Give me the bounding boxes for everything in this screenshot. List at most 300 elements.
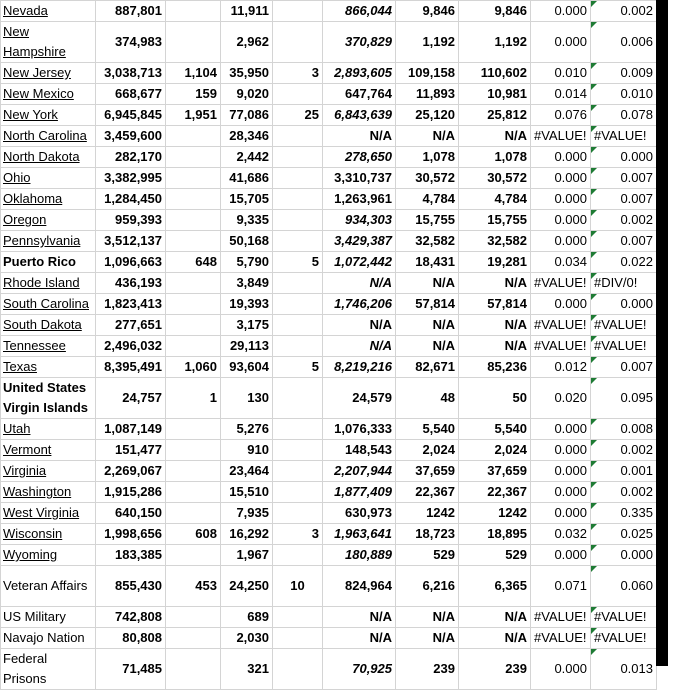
cell-d[interactable]	[221, 63, 273, 84]
cell-d[interactable]	[221, 273, 273, 294]
cell-h[interactable]	[459, 84, 531, 105]
cell-c[interactable]	[166, 63, 221, 84]
cell-d[interactable]	[221, 440, 273, 461]
cell-e[interactable]	[273, 63, 323, 84]
cell-b[interactable]	[96, 440, 166, 461]
cell-i[interactable]	[531, 461, 591, 482]
cell-h[interactable]	[459, 482, 531, 503]
cell-i[interactable]	[531, 231, 591, 252]
cell-d[interactable]	[221, 336, 273, 357]
cell-i[interactable]	[531, 524, 591, 545]
cell-c[interactable]	[166, 315, 221, 336]
cell-d[interactable]	[221, 22, 273, 63]
cell-d[interactable]	[221, 147, 273, 168]
cell-c[interactable]	[166, 126, 221, 147]
cell-i[interactable]	[531, 315, 591, 336]
cell-g[interactable]	[396, 440, 459, 461]
cell-e[interactable]	[273, 461, 323, 482]
cell-i[interactable]	[531, 482, 591, 503]
cell-c[interactable]	[166, 294, 221, 315]
table-row	[1, 1, 657, 22]
cell-jurisdiction-text: Virginia	[3, 463, 47, 478]
cell-g[interactable]	[396, 147, 459, 168]
cell-g[interactable]	[396, 231, 459, 252]
cell-jurisdiction[interactable]	[1, 440, 96, 461]
cell-j[interactable]	[591, 628, 657, 649]
cell-h[interactable]	[459, 378, 531, 419]
cell-j[interactable]	[591, 294, 657, 315]
cell-j[interactable]	[591, 273, 657, 294]
cell-h[interactable]	[459, 315, 531, 336]
cell-b[interactable]	[96, 105, 166, 126]
cell-f[interactable]	[323, 63, 396, 84]
cell-g[interactable]	[396, 126, 459, 147]
cell-j[interactable]	[591, 210, 657, 231]
cell-g[interactable]	[396, 628, 459, 649]
cell-i[interactable]	[531, 294, 591, 315]
cell-b[interactable]	[96, 1, 166, 22]
cell-e[interactable]	[273, 378, 323, 419]
cell-b[interactable]	[96, 315, 166, 336]
cell-f[interactable]	[323, 84, 396, 105]
cell-g[interactable]	[396, 482, 459, 503]
cell-g[interactable]	[396, 503, 459, 524]
cell-h[interactable]	[459, 524, 531, 545]
cell-e[interactable]	[273, 189, 323, 210]
cell-h[interactable]	[459, 231, 531, 252]
cell-g[interactable]	[396, 378, 459, 419]
cell-d[interactable]	[221, 231, 273, 252]
cell-jurisdiction[interactable]	[1, 628, 96, 649]
cell-j[interactable]	[591, 126, 657, 147]
cell-f[interactable]	[323, 545, 396, 566]
cell-i[interactable]	[531, 336, 591, 357]
cell-f[interactable]	[323, 1, 396, 22]
cell-d[interactable]	[221, 168, 273, 189]
cell-i[interactable]	[531, 252, 591, 273]
cell-j[interactable]	[591, 1, 657, 22]
cell-g[interactable]	[396, 273, 459, 294]
cell-c[interactable]	[166, 440, 221, 461]
cell-j[interactable]	[591, 105, 657, 126]
cell-c[interactable]	[166, 84, 221, 105]
cell-i[interactable]	[531, 105, 591, 126]
cell-c[interactable]	[166, 524, 221, 545]
cell-f[interactable]	[323, 440, 396, 461]
cell-b[interactable]	[96, 210, 166, 231]
cell-f[interactable]	[323, 628, 396, 649]
cell-jurisdiction[interactable]	[1, 105, 96, 126]
cell-e[interactable]	[273, 649, 323, 690]
cell-g[interactable]	[396, 607, 459, 628]
cell-c[interactable]	[166, 419, 221, 440]
cell-e[interactable]	[273, 336, 323, 357]
cell-jurisdiction[interactable]	[1, 315, 96, 336]
cell-f[interactable]	[323, 252, 396, 273]
cell-d[interactable]	[221, 357, 273, 378]
cell-f[interactable]	[323, 482, 396, 503]
cell-i[interactable]	[531, 545, 591, 566]
cell-h[interactable]	[459, 63, 531, 84]
cell-jurisdiction[interactable]	[1, 357, 96, 378]
cell-j[interactable]	[591, 503, 657, 524]
cell-i[interactable]	[531, 357, 591, 378]
cell-c[interactable]	[166, 607, 221, 628]
cell-d[interactable]	[221, 503, 273, 524]
cell-e[interactable]	[273, 294, 323, 315]
cell-b[interactable]	[96, 126, 166, 147]
cell-jurisdiction[interactable]	[1, 524, 96, 545]
cell-i[interactable]	[531, 84, 591, 105]
cell-e[interactable]	[273, 503, 323, 524]
cell-e[interactable]	[273, 1, 323, 22]
cell-jurisdiction[interactable]	[1, 63, 96, 84]
cell-f[interactable]	[323, 461, 396, 482]
cell-c[interactable]	[166, 210, 221, 231]
cell-i[interactable]	[531, 273, 591, 294]
cell-b[interactable]	[96, 357, 166, 378]
cell-e[interactable]	[273, 231, 323, 252]
cell-c[interactable]	[166, 545, 221, 566]
cell-f[interactable]	[323, 524, 396, 545]
cell-i[interactable]	[531, 566, 591, 607]
cell-f[interactable]	[323, 273, 396, 294]
cell-c[interactable]	[166, 378, 221, 419]
cell-c[interactable]	[166, 168, 221, 189]
cell-b[interactable]	[96, 649, 166, 690]
cell-f[interactable]	[323, 126, 396, 147]
cell-d[interactable]	[221, 545, 273, 566]
cell-i[interactable]	[531, 168, 591, 189]
cell-jurisdiction[interactable]	[1, 231, 96, 252]
cell-c[interactable]	[166, 503, 221, 524]
cell-i[interactable]	[531, 147, 591, 168]
cell-e[interactable]	[273, 357, 323, 378]
cell-b[interactable]	[96, 545, 166, 566]
cell-jurisdiction[interactable]	[1, 294, 96, 315]
cell-g-text: 1,078	[422, 149, 455, 164]
cell-h[interactable]	[459, 607, 531, 628]
cell-f[interactable]	[323, 22, 396, 63]
cell-d[interactable]	[221, 1, 273, 22]
cell-c[interactable]	[166, 147, 221, 168]
cell-j[interactable]	[591, 147, 657, 168]
cell-f[interactable]	[323, 419, 396, 440]
cell-f[interactable]	[323, 607, 396, 628]
cell-f[interactable]	[323, 566, 396, 607]
cell-jurisdiction[interactable]	[1, 419, 96, 440]
cell-b[interactable]	[96, 482, 166, 503]
cell-b[interactable]	[96, 63, 166, 84]
cell-c[interactable]	[166, 566, 221, 607]
cell-jurisdiction[interactable]	[1, 607, 96, 628]
cell-f[interactable]	[323, 315, 396, 336]
cell-i[interactable]	[531, 607, 591, 628]
cell-e[interactable]	[273, 147, 323, 168]
cell-jurisdiction[interactable]	[1, 252, 96, 273]
cell-d[interactable]	[221, 649, 273, 690]
cell-jurisdiction[interactable]	[1, 84, 96, 105]
cell-d[interactable]	[221, 210, 273, 231]
cell-c[interactable]	[166, 336, 221, 357]
cell-h[interactable]	[459, 357, 531, 378]
cell-f[interactable]	[323, 378, 396, 419]
cell-i[interactable]	[531, 419, 591, 440]
cell-jurisdiction[interactable]	[1, 189, 96, 210]
cell-jurisdiction[interactable]	[1, 147, 96, 168]
cell-j[interactable]	[591, 315, 657, 336]
cell-d[interactable]	[221, 315, 273, 336]
cell-j[interactable]	[591, 252, 657, 273]
table-row	[1, 315, 657, 336]
cell-d[interactable]	[221, 294, 273, 315]
cell-jurisdiction[interactable]	[1, 482, 96, 503]
cell-e[interactable]	[273, 566, 323, 607]
cell-c[interactable]	[166, 252, 221, 273]
cell-b[interactable]	[96, 294, 166, 315]
cell-f[interactable]	[323, 357, 396, 378]
cell-h[interactable]	[459, 294, 531, 315]
cell-c[interactable]	[166, 105, 221, 126]
cell-jurisdiction[interactable]	[1, 649, 96, 690]
cell-g[interactable]	[396, 84, 459, 105]
cell-d[interactable]	[221, 461, 273, 482]
cell-jurisdiction[interactable]	[1, 273, 96, 294]
cell-jurisdiction[interactable]	[1, 210, 96, 231]
cell-h[interactable]	[459, 210, 531, 231]
cell-jurisdiction[interactable]	[1, 336, 96, 357]
cell-b[interactable]	[96, 566, 166, 607]
cell-f[interactable]	[323, 210, 396, 231]
cell-c[interactable]	[166, 189, 221, 210]
cell-b[interactable]	[96, 22, 166, 63]
cell-e[interactable]	[273, 419, 323, 440]
cell-e[interactable]	[273, 545, 323, 566]
cell-jurisdiction[interactable]	[1, 168, 96, 189]
cell-d[interactable]	[221, 419, 273, 440]
cell-j[interactable]	[591, 545, 657, 566]
cell-jurisdiction[interactable]	[1, 378, 96, 419]
cell-h[interactable]	[459, 628, 531, 649]
cell-c[interactable]	[166, 357, 221, 378]
cell-h[interactable]	[459, 22, 531, 63]
cell-d[interactable]	[221, 189, 273, 210]
cell-b[interactable]	[96, 503, 166, 524]
cell-j[interactable]	[591, 482, 657, 503]
cell-e[interactable]	[273, 84, 323, 105]
cell-c[interactable]	[166, 273, 221, 294]
cell-g-text: 22,367	[415, 484, 455, 499]
cell-f[interactable]	[323, 231, 396, 252]
cell-e[interactable]	[273, 210, 323, 231]
cell-e[interactable]	[273, 524, 323, 545]
cell-f[interactable]	[323, 336, 396, 357]
cell-b-text: 3,038,713	[104, 65, 162, 80]
cell-j[interactable]	[591, 357, 657, 378]
cell-h[interactable]	[459, 273, 531, 294]
cell-i[interactable]	[531, 1, 591, 22]
cell-e[interactable]	[273, 126, 323, 147]
cell-e[interactable]	[273, 273, 323, 294]
cell-h[interactable]	[459, 1, 531, 22]
cell-e[interactable]	[273, 22, 323, 63]
cell-jurisdiction[interactable]	[1, 126, 96, 147]
cell-jurisdiction[interactable]	[1, 566, 96, 607]
cell-g[interactable]	[396, 168, 459, 189]
cell-f[interactable]	[323, 649, 396, 690]
cell-jurisdiction[interactable]	[1, 545, 96, 566]
cell-b[interactable]	[96, 147, 166, 168]
cell-b[interactable]	[96, 273, 166, 294]
cell-g[interactable]	[396, 252, 459, 273]
cell-e[interactable]	[273, 607, 323, 628]
cell-j[interactable]	[591, 524, 657, 545]
cell-b[interactable]	[96, 461, 166, 482]
cell-b[interactable]	[96, 524, 166, 545]
cell-i[interactable]	[531, 126, 591, 147]
cell-h[interactable]	[459, 566, 531, 607]
cell-i[interactable]	[531, 22, 591, 63]
cell-e[interactable]	[273, 252, 323, 273]
cell-i[interactable]	[531, 440, 591, 461]
cell-g[interactable]	[396, 315, 459, 336]
cell-j[interactable]	[591, 63, 657, 84]
cell-d[interactable]	[221, 105, 273, 126]
cell-h[interactable]	[459, 336, 531, 357]
cell-h[interactable]	[459, 461, 531, 482]
cell-g[interactable]	[396, 294, 459, 315]
cell-j[interactable]	[591, 649, 657, 690]
cell-h[interactable]	[459, 419, 531, 440]
cell-j[interactable]	[591, 566, 657, 607]
cell-b[interactable]	[96, 189, 166, 210]
cell-j[interactable]	[591, 378, 657, 419]
cell-c[interactable]	[166, 231, 221, 252]
cell-j[interactable]	[591, 84, 657, 105]
cell-b[interactable]	[96, 628, 166, 649]
cell-j[interactable]	[591, 419, 657, 440]
cell-b-text: 24,757	[122, 390, 162, 405]
cell-g[interactable]	[396, 189, 459, 210]
cell-j[interactable]	[591, 231, 657, 252]
cell-c[interactable]	[166, 482, 221, 503]
cell-c[interactable]	[166, 649, 221, 690]
cell-j[interactable]	[591, 22, 657, 63]
cell-g[interactable]	[396, 63, 459, 84]
cell-j[interactable]	[591, 440, 657, 461]
cell-d[interactable]	[221, 378, 273, 419]
cell-b[interactable]	[96, 168, 166, 189]
cell-h[interactable]	[459, 545, 531, 566]
cell-jurisdiction[interactable]	[1, 22, 96, 63]
cell-h[interactable]	[459, 168, 531, 189]
cell-h[interactable]	[459, 105, 531, 126]
cell-jurisdiction[interactable]	[1, 461, 96, 482]
cell-i[interactable]	[531, 210, 591, 231]
cell-f[interactable]	[323, 503, 396, 524]
cell-i[interactable]	[531, 378, 591, 419]
cell-i[interactable]	[531, 63, 591, 84]
cell-f[interactable]	[323, 168, 396, 189]
cell-g[interactable]	[396, 22, 459, 63]
cell-d[interactable]	[221, 252, 273, 273]
cell-h[interactable]	[459, 503, 531, 524]
cell-g[interactable]	[396, 105, 459, 126]
cell-f[interactable]	[323, 294, 396, 315]
cell-d-text: 9,335	[236, 212, 269, 227]
cell-g[interactable]	[396, 357, 459, 378]
table-row	[1, 126, 657, 147]
cell-b[interactable]	[96, 84, 166, 105]
cell-d[interactable]	[221, 524, 273, 545]
cell-g[interactable]	[396, 210, 459, 231]
cell-f[interactable]	[323, 147, 396, 168]
cell-g[interactable]	[396, 336, 459, 357]
cell-e[interactable]	[273, 105, 323, 126]
cell-b[interactable]	[96, 419, 166, 440]
cell-d[interactable]	[221, 84, 273, 105]
cell-c[interactable]	[166, 628, 221, 649]
cell-g[interactable]	[396, 1, 459, 22]
cell-h[interactable]	[459, 440, 531, 461]
cell-b[interactable]	[96, 378, 166, 419]
cell-g[interactable]	[396, 461, 459, 482]
cell-g[interactable]	[396, 545, 459, 566]
cell-j[interactable]	[591, 336, 657, 357]
cell-f[interactable]	[323, 105, 396, 126]
cell-f[interactable]	[323, 189, 396, 210]
cell-b[interactable]	[96, 607, 166, 628]
cell-c[interactable]	[166, 461, 221, 482]
cell-jurisdiction-text: South Carolina	[3, 296, 89, 311]
cell-g[interactable]	[396, 419, 459, 440]
cell-b[interactable]	[96, 252, 166, 273]
cell-h[interactable]	[459, 649, 531, 690]
cell-i[interactable]	[531, 628, 591, 649]
cell-i[interactable]	[531, 649, 591, 690]
cell-d[interactable]	[221, 482, 273, 503]
cell-i[interactable]	[531, 189, 591, 210]
cell-e[interactable]	[273, 482, 323, 503]
cell-e[interactable]	[273, 315, 323, 336]
cell-d[interactable]	[221, 126, 273, 147]
cell-g[interactable]	[396, 649, 459, 690]
cell-d[interactable]	[221, 566, 273, 607]
cell-e[interactable]	[273, 440, 323, 461]
cell-j[interactable]	[591, 607, 657, 628]
cell-d[interactable]	[221, 628, 273, 649]
cell-jurisdiction[interactable]	[1, 1, 96, 22]
cell-e[interactable]	[273, 168, 323, 189]
cell-g[interactable]	[396, 524, 459, 545]
cell-h[interactable]	[459, 252, 531, 273]
cell-b[interactable]	[96, 336, 166, 357]
cell-h[interactable]	[459, 126, 531, 147]
cell-i[interactable]	[531, 503, 591, 524]
cell-j[interactable]	[591, 168, 657, 189]
cell-d[interactable]	[221, 607, 273, 628]
cell-c[interactable]	[166, 1, 221, 22]
cell-c[interactable]	[166, 22, 221, 63]
cell-b[interactable]	[96, 231, 166, 252]
cell-j[interactable]	[591, 461, 657, 482]
cell-j[interactable]	[591, 189, 657, 210]
cell-jurisdiction[interactable]	[1, 503, 96, 524]
cell-g[interactable]	[396, 566, 459, 607]
cell-e[interactable]	[273, 628, 323, 649]
cell-h[interactable]	[459, 189, 531, 210]
cell-h[interactable]	[459, 147, 531, 168]
